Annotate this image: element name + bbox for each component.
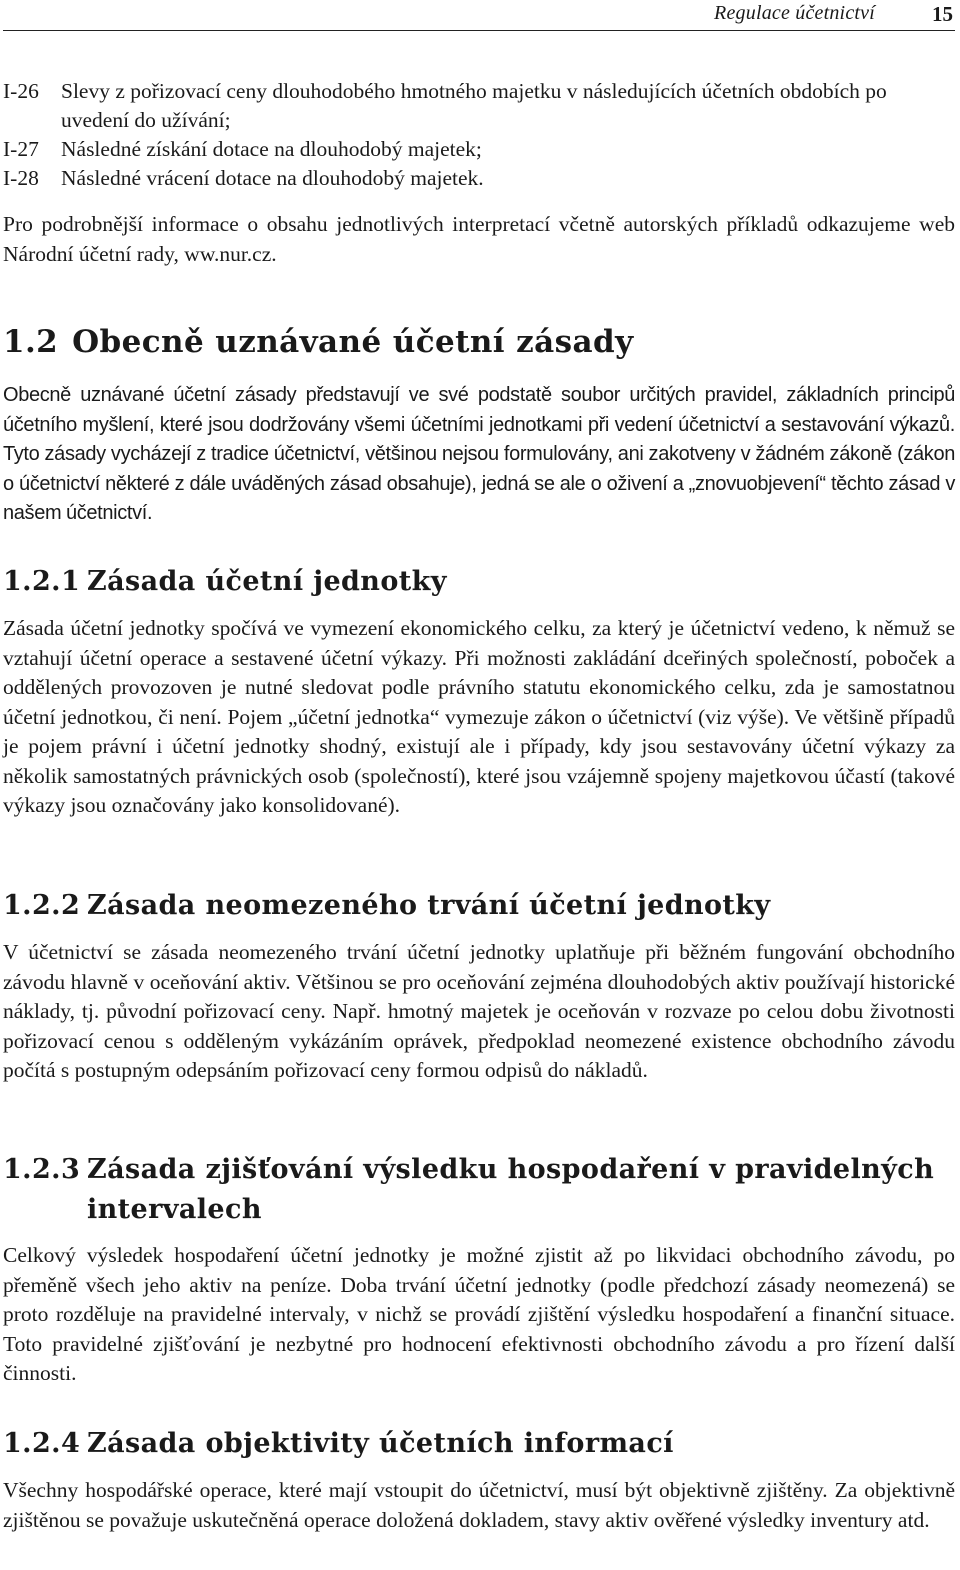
subsection-number: 1.2.3 <box>3 1154 81 1185</box>
subsection-paragraph: Všechny hospodářské operace, které mají vstoupit do účetnictví, musí být objektivně zjištěny. Za objektivně zjištěnou se považuje uskutečněná operace doložená dokladem, stavy aktiv ověřené výsledky inventury atd. <box>3 1478 955 1532</box>
running-header <box>3 0 955 31</box>
interpretation-code: I-28 <box>3 166 39 190</box>
subsection-title: Zásada zjišťování výsledku hospodaření v pravidelných intervalech <box>87 1154 935 1225</box>
subsection-heading <box>3 886 955 926</box>
subsection-paragraph: V účetnictví se zásada neomezeného trvání účetní jednotky uplatňuje při běžném fungování obchodního závodu hlavně v oceňování aktiv. Většinou se pro oceňování zejména dlouhodobých aktiv používají historické náklady, tj. původní pořizovací ceny. Např. hmotný majetek je oceňován v rozvaze po celou dobu životnosti pořizovací cenou s odděleným vykázáním oprávek, předpoklad neomezené existence obchodního závodu počítá s postupným odepsáním pořizovací ceny formou odpisů do nákladů. <box>3 940 955 1082</box>
section-title: Obecně uznávané účetní zásady <box>72 324 634 360</box>
subsection-number: 1.2.2 <box>3 890 81 921</box>
subsection-paragraph: Zásada účetní jednotky spočívá ve vymezení ekonomického celku, za který je účetnictví vedeno, k němuž se vztahují účetní operace a sestavené účetní výkazy. Při možnosti zakládání dceřiných společností, poboček a oddělených provozoven je nutné sledovat podle právního statutu ekonomického celku, zda je samostatnou účetní jednotkou, či není. Pojem „účetní jednotka“ vymezuje zákon o účetnictví (viz výše). Ve většině případů je pojem právní i účetní jednotky shodný, existují ale i případy, kdy jsou sestavovány účetní výkazy za několik samostatných právnických osob (společností), které jsou vzájemně spojeny majetkovou účastí (takové výkazy jsou označovány jako konsolidované). <box>3 616 955 817</box>
running-title: Regulace účetnictví <box>714 2 875 24</box>
list-item <box>3 135 955 164</box>
subsection-heading <box>3 1150 955 1230</box>
section-number: 1.2 <box>3 324 59 360</box>
subsection-title: Zásada neomezeného trvání účetní jednotky <box>87 890 771 921</box>
subsection-paragraph: Celkový výsledek hospodaření účetní jednotky je možné zjistit až po likvidaci obchodního závodu, po přeměně všech jeho aktiv na peníze. Doba trvání účetní jednotky (podle předchozí zásady neomezená) se proto rozděluje na pravidelné intervaly, v nichž se provádí zjištění výsledku hospodaření a finanční situace. Toto pravidelné zjišťování je nezbytné pro hodnocení efektivnosti obchodního závodu a pro řízení další činnosti. <box>3 1243 955 1385</box>
interpretation-text: Slevy z pořizovací ceny dlouhodobého hmotného majetku v následujících účetních obdobích po uvedení do užívání; <box>61 79 887 132</box>
interpretation-code: I-26 <box>3 79 39 103</box>
list-item <box>3 164 955 193</box>
page-number: 15 <box>932 2 953 26</box>
interpretation-list <box>3 77 955 193</box>
interpretation-text: Následné získání dotace na dlouhodobý majetek; <box>61 137 482 161</box>
interpretation-code: I-27 <box>3 137 39 161</box>
subsection-number: 1.2.4 <box>3 1428 81 1459</box>
subsection-heading <box>3 1424 955 1464</box>
section-paragraph: Obecně uznávané účetní zásady představují ve své podstatě soubor určitých pravidel, základních principů účetního myšlení, které jsou dodržovány všemi účetními jednotkami při vedení účetnictví a sestavování výkazů. Tyto zásady vycházejí z tradice účetnictví, většinou nejsou formulovány, ani zakotveny v žádném zákoně (zákon o účetnictví některé z dále uváděných zásad obsahuje), jedná se ale o oživení a „znovuobjevení“ těchto zásad v našem účetnictví. <box>3 384 955 524</box>
subsection-title: Zásada objektivity účetních informací <box>87 1428 674 1459</box>
intro-paragraph: Pro podrobnější informace o obsahu jednotlivých interpretací včetně autorských příkladů odkazujeme web Národní účetní rady, ww.nur.cz. <box>3 212 955 266</box>
subsection-number: 1.2.1 <box>3 566 81 597</box>
list-item <box>3 77 955 135</box>
interpretation-text: Následné vrácení dotace na dlouhodobý majetek. <box>61 166 484 190</box>
subsection-heading <box>3 562 955 602</box>
section-heading <box>3 323 955 361</box>
subsection-title: Zásada účetní jednotky <box>87 566 447 597</box>
